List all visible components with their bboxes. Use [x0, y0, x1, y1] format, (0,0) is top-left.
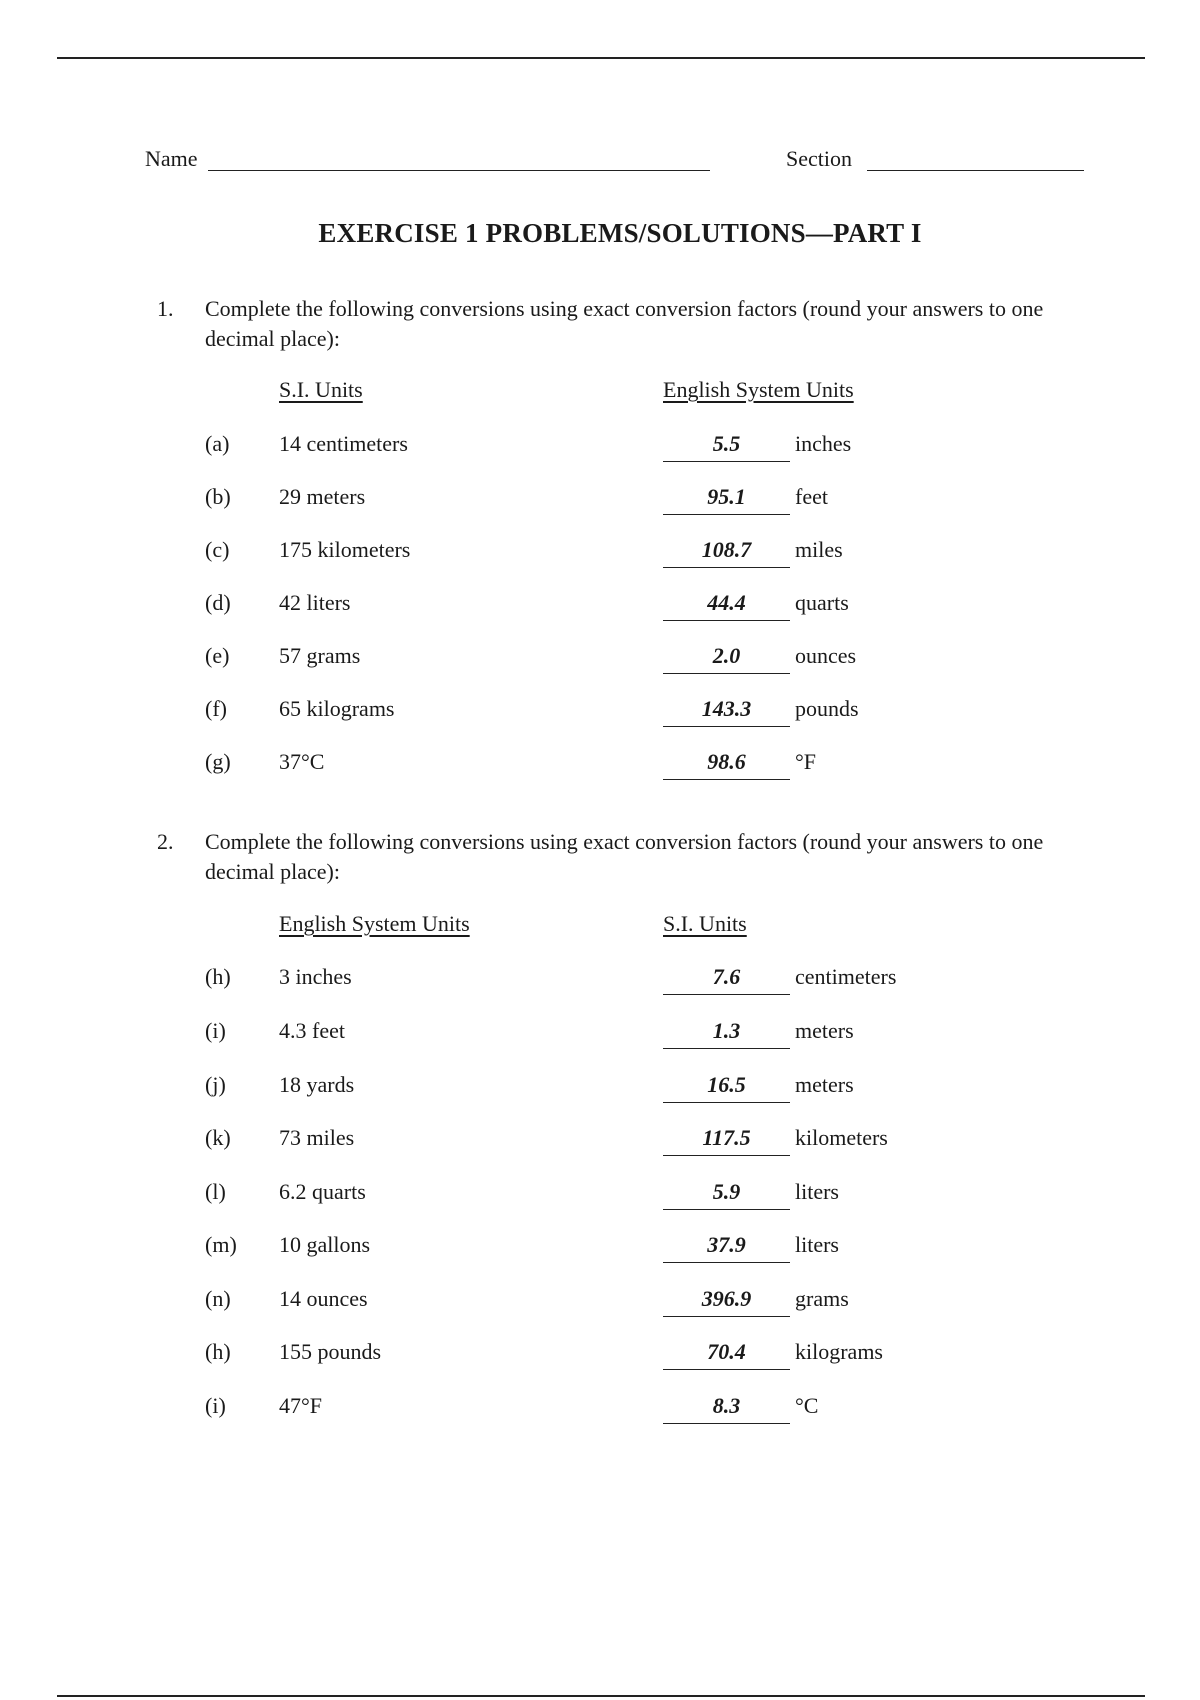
- section-field[interactable]: [867, 170, 1084, 171]
- answer-unit: kilograms: [795, 1339, 883, 1364]
- top-rule: [57, 57, 1145, 59]
- row-letter: (f): [205, 696, 227, 721]
- answer-unit: °F: [795, 749, 817, 774]
- given-value: 4.3 feet: [279, 1018, 345, 1043]
- conversion-row: [0, 643, 1200, 683]
- conversion-row: [0, 1232, 1200, 1272]
- given-value: 3 inches: [279, 964, 352, 989]
- given-value: 29 meters: [279, 484, 366, 509]
- answer-unit: liters: [795, 1232, 839, 1257]
- conversion-row: [0, 964, 1200, 1004]
- given-value: 47°F: [279, 1393, 323, 1418]
- answer-value: 117.5: [663, 1125, 790, 1156]
- answer-value: 396.9: [663, 1286, 790, 1317]
- answer-unit: pounds: [795, 696, 859, 721]
- answer-value: 37.9: [663, 1232, 790, 1263]
- conversion-row: [0, 749, 1200, 789]
- problem-1-instruction: Complete the following conversions using exact conversion factors (round your answers to one decimal place):: [205, 296, 1044, 351]
- answer-value: 5.9: [663, 1179, 790, 1210]
- row-letter: (i): [205, 1393, 226, 1418]
- name-field[interactable]: [208, 170, 710, 171]
- problem-1-given-header: S.I. Units: [279, 377, 363, 402]
- answer-unit: meters: [795, 1018, 854, 1043]
- given-value: 18 yards: [279, 1072, 355, 1097]
- given-value: 73 miles: [279, 1125, 355, 1150]
- answer-unit: miles: [795, 537, 843, 562]
- row-letter: (j): [205, 1072, 226, 1097]
- conversion-row: [0, 696, 1200, 736]
- given-value: 65 kilograms: [279, 696, 395, 721]
- conversion-row: [0, 590, 1200, 630]
- problem-2-answer-header: S.I. Units: [663, 911, 747, 936]
- problem-1-answer-header: English System Units: [663, 377, 854, 402]
- answer-value: 1.3: [663, 1018, 790, 1049]
- row-letter: (g): [205, 749, 231, 774]
- conversion-row: [0, 1179, 1200, 1219]
- conversion-row: [0, 537, 1200, 577]
- row-letter: (d): [205, 590, 231, 615]
- given-value: 175 kilometers: [279, 537, 411, 562]
- conversion-row: [0, 484, 1200, 524]
- problem-2-instruction: Complete the following conversions using exact conversion factors (round your answers to one decimal place):: [205, 829, 1044, 884]
- answer-value: 8.3: [663, 1393, 790, 1424]
- answer-value: 7.6: [663, 964, 790, 995]
- row-letter: (n): [205, 1286, 231, 1311]
- problem-1-number: 1.: [157, 296, 174, 321]
- row-letter: (c): [205, 537, 230, 562]
- conversion-row: [0, 1286, 1200, 1326]
- answer-unit: liters: [795, 1179, 839, 1204]
- answer-value: 5.5: [663, 431, 790, 462]
- given-value: 14 centimeters: [279, 431, 408, 456]
- conversion-row: [0, 1125, 1200, 1165]
- row-letter: (a): [205, 431, 230, 456]
- given-value: 37°C: [279, 749, 325, 774]
- answer-unit: kilometers: [795, 1125, 888, 1150]
- conversion-row: [0, 1072, 1200, 1112]
- conversion-row: [0, 1018, 1200, 1058]
- page-title: EXERCISE 1 PROBLEMS/SOLUTIONS—PART I: [318, 218, 922, 248]
- answer-value: 143.3: [663, 696, 790, 727]
- row-letter: (b): [205, 484, 231, 509]
- conversion-row: [0, 431, 1200, 471]
- answer-value: 95.1: [663, 484, 790, 515]
- row-letter: (h): [205, 1339, 231, 1364]
- answer-value: 16.5: [663, 1072, 790, 1103]
- row-letter: (i): [205, 1018, 226, 1043]
- given-value: 57 grams: [279, 643, 361, 668]
- answer-value: 108.7: [663, 537, 790, 568]
- answer-value: 2.0: [663, 643, 790, 674]
- row-letter: (m): [205, 1232, 237, 1257]
- answer-value: 70.4: [663, 1339, 790, 1370]
- answer-unit: grams: [795, 1286, 849, 1311]
- row-letter: (h): [205, 964, 231, 989]
- conversion-row: [0, 1339, 1200, 1379]
- answer-unit: feet: [795, 484, 828, 509]
- row-letter: (k): [205, 1125, 231, 1150]
- section-label: Section: [786, 146, 852, 171]
- given-value: 14 ounces: [279, 1286, 368, 1311]
- answer-unit: °C: [795, 1393, 819, 1418]
- problem-2-given-header: English System Units: [279, 911, 470, 936]
- answer-unit: ounces: [795, 643, 857, 668]
- given-value: 6.2 quarts: [279, 1179, 366, 1204]
- row-letter: (l): [205, 1179, 226, 1204]
- answer-value: 44.4: [663, 590, 790, 621]
- given-value: 42 liters: [279, 590, 351, 615]
- given-value: 10 gallons: [279, 1232, 371, 1257]
- answer-unit: centimeters: [795, 964, 897, 989]
- name-label: Name: [145, 146, 198, 171]
- answer-value: 98.6: [663, 749, 790, 780]
- bottom-rule: [57, 1695, 1145, 1697]
- answer-unit: meters: [795, 1072, 854, 1097]
- answer-unit: quarts: [795, 590, 849, 615]
- answer-unit: inches: [795, 431, 852, 456]
- problem-2-number: 2.: [157, 829, 174, 854]
- conversion-row: [0, 1393, 1200, 1433]
- given-value: 155 pounds: [279, 1339, 382, 1364]
- row-letter: (e): [205, 643, 230, 668]
